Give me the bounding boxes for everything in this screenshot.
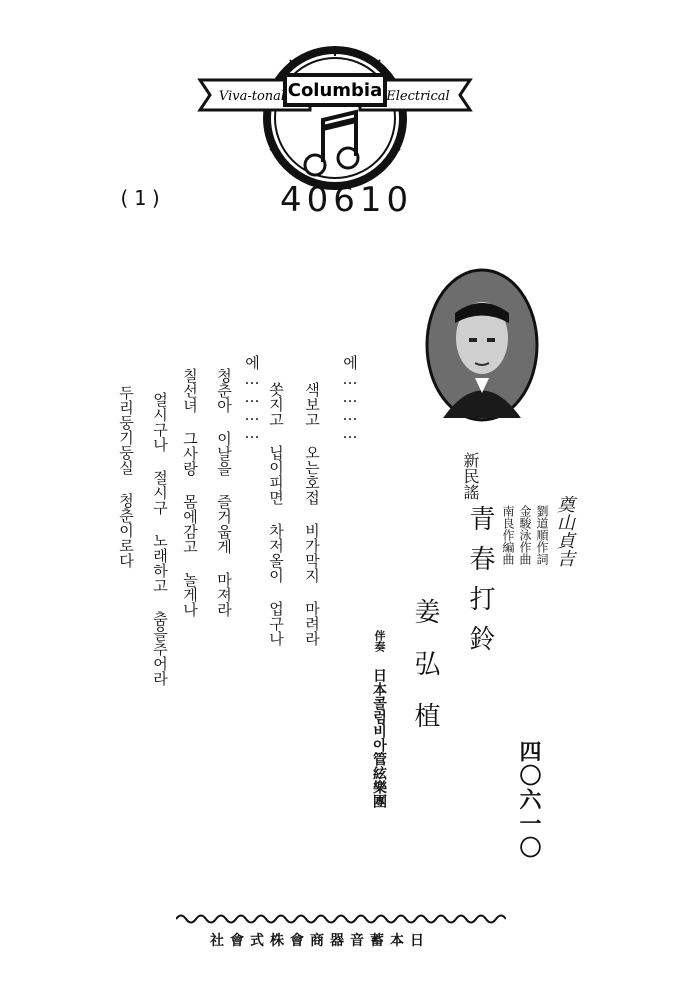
verse2-line3-part2: 절시구	[151, 470, 169, 515]
verse2-line1-part3: 즐거웁게	[215, 494, 233, 554]
verse2-line1	[216, 368, 231, 617]
verse2-line2-part1: 칠선녀	[181, 368, 199, 413]
credit-composer-name: 金駿泳	[518, 505, 532, 541]
verse2-line2-part3: 몸에감고	[181, 494, 199, 554]
verse1-line1-part3: 비가막지	[303, 523, 321, 583]
verse2-line1-part2: 이날을	[215, 431, 233, 476]
verse2-intro: 에…………	[243, 355, 261, 442]
credit-lyricist-name: 劉道順	[535, 505, 549, 541]
verse1-line2-part1: 쏫지고	[267, 382, 285, 427]
verse1-line2	[268, 382, 283, 646]
verse2-line4-part2: 청춘이로다	[117, 493, 135, 568]
company-name: 日本蓄音器商會株式會社	[210, 933, 430, 949]
accompaniment-name: 日本콜럼비아管絃樂團	[371, 668, 387, 808]
accompaniment-label: 伴奏	[373, 630, 386, 652]
logo-banner-left: Viva-tonal	[218, 89, 286, 104]
accompaniment	[372, 630, 386, 808]
credit-composer-role: 作曲	[518, 541, 532, 565]
verse2-line3-part4: 춤을추어라	[151, 611, 169, 686]
credit-lyricist-role: 作詞	[535, 541, 549, 565]
logo-brand: Columbia	[287, 80, 383, 101]
credit-arranger	[502, 505, 514, 565]
verse1-line2-part2: 닙이피면	[267, 445, 285, 505]
verse2-line3-part1: 얼시구나	[151, 392, 169, 452]
verse2-line3-part3: 노래하고	[151, 533, 169, 593]
verse2-line2	[182, 368, 197, 617]
credit-lyricist	[536, 505, 548, 565]
verse1-line2-part3: 차저올이	[267, 523, 285, 583]
handwritten-signature: 奠山貞吉	[554, 495, 575, 567]
credit-arranger-role: 編曲	[501, 541, 515, 565]
catalog-number-kanji: 四〇六一〇	[516, 740, 542, 860]
columbia-logo	[190, 40, 480, 190]
footer-divider	[176, 912, 506, 926]
verse2-line1-part1: 청춘아	[215, 368, 233, 413]
logo-banner-right: Electrical	[386, 89, 450, 104]
verse2-line4	[118, 385, 133, 568]
verse2-line4-part1: 두리둥기둥실	[117, 385, 135, 475]
verse1-line2-part4: 업구나	[267, 601, 285, 646]
side-number: (1)	[118, 186, 167, 210]
credits-block	[500, 505, 560, 605]
verse1-intro: 에…………	[341, 355, 359, 442]
credit-composer	[519, 505, 531, 565]
singer-name: 姜弘植	[410, 598, 440, 754]
verse1-line1-part2: 오는호접	[303, 445, 321, 505]
verse1-line1-part4: 마려라	[303, 601, 321, 646]
verse1-line1-part1: 색보고	[303, 382, 321, 427]
credit-arranger-name: 南良作	[501, 505, 515, 541]
singer-portrait	[425, 268, 540, 423]
verse2-line1-part4: 마져라	[215, 572, 233, 617]
verse2-line2-part2: 그사랑	[181, 431, 199, 476]
catalog-number: 40610	[280, 180, 414, 220]
song-genre: 新民謠	[461, 452, 480, 500]
verse2-line2-part4: 놀게나	[181, 572, 199, 617]
song-title: 青春打鈴	[465, 505, 495, 665]
verse1-line1	[304, 382, 319, 646]
verse2-line3	[152, 392, 167, 686]
